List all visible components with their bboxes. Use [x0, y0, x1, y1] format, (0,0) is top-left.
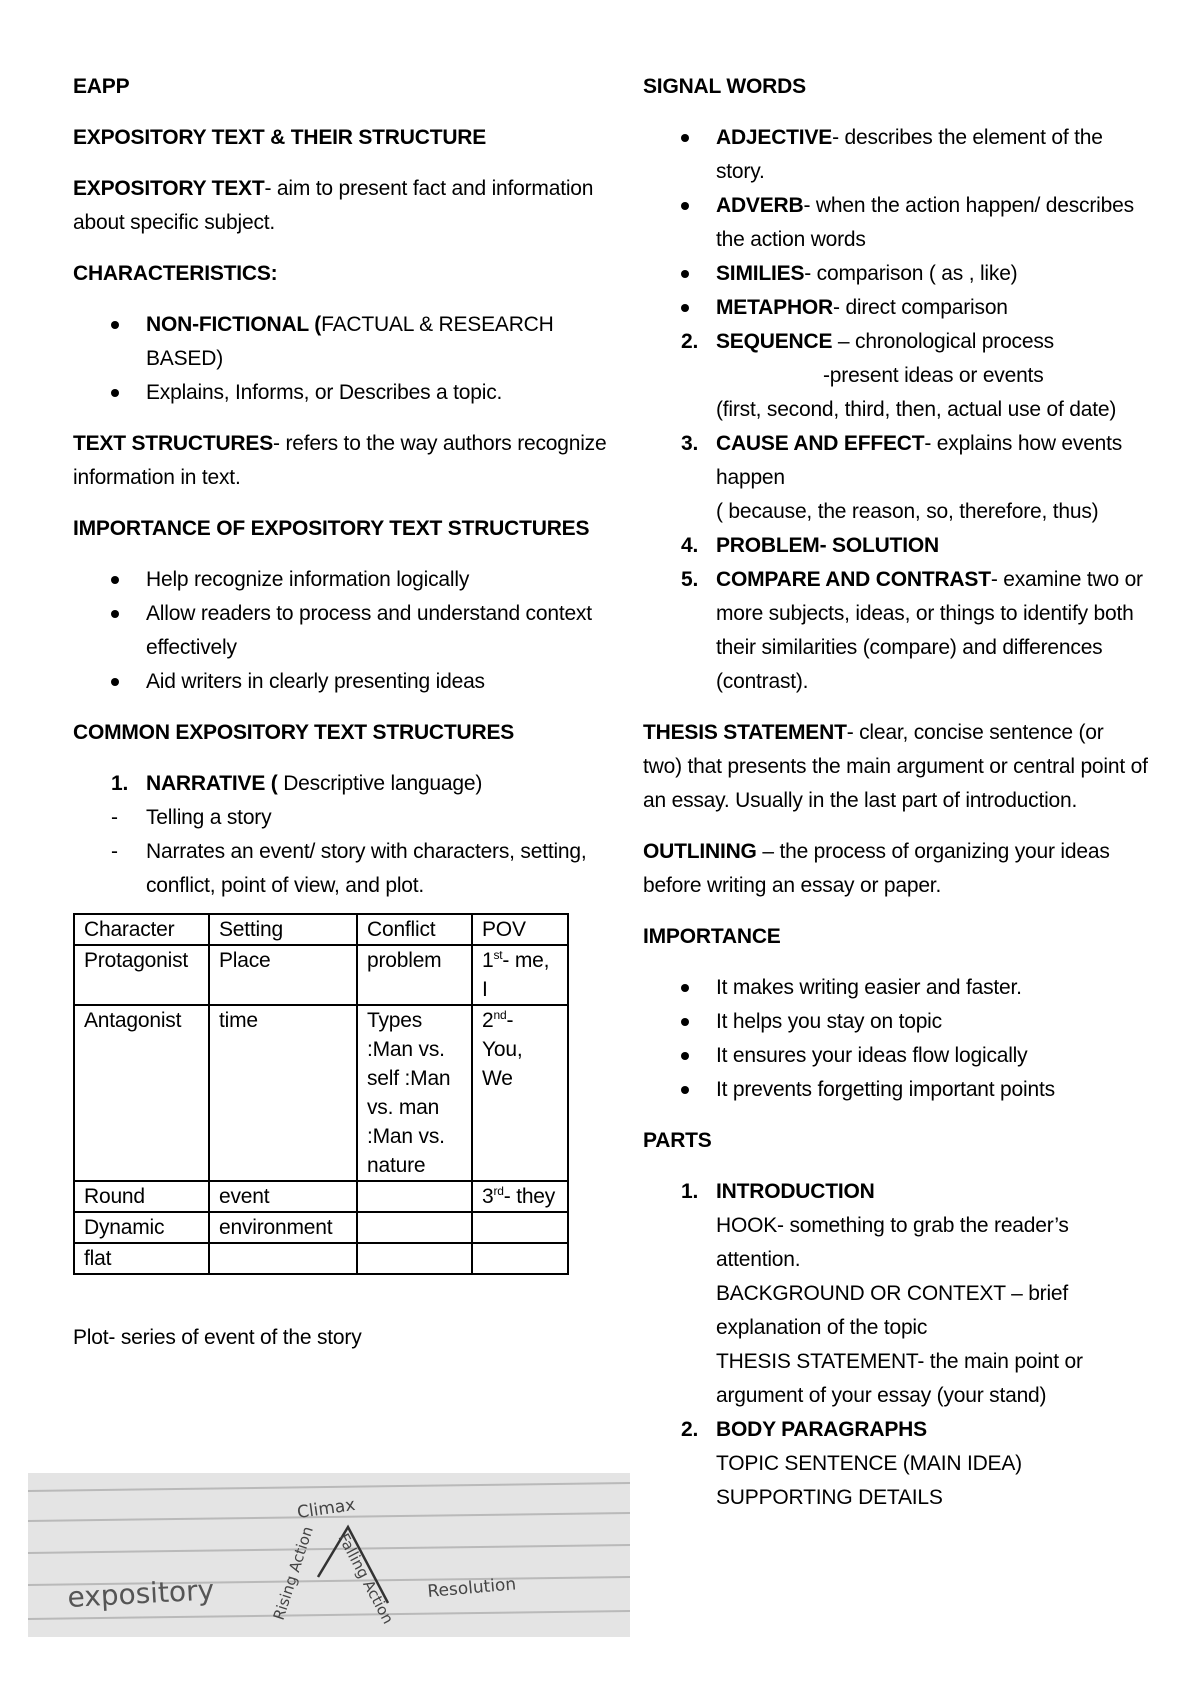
table-cell: problem — [357, 945, 472, 1005]
outlining-text: – the process of organizing your ideas before writing an essay or paper. — [643, 840, 1110, 897]
item-text: - explains how events happen — [716, 432, 1123, 489]
resolution-label: Resolution — [426, 1574, 517, 1602]
item-text: – chronological process — [832, 330, 1054, 353]
list-item — [643, 427, 1148, 529]
list-item — [643, 529, 1148, 563]
item-bold: SEQUENCE — [716, 330, 833, 353]
climax-label: Climax — [295, 1495, 357, 1523]
item-text: FACTUAL & RESEARCH BASED) — [146, 313, 554, 370]
table-cell — [209, 1243, 357, 1274]
pov-suffix: st — [493, 948, 503, 962]
item-text: Descriptive language) — [277, 772, 483, 795]
item-bold: METAPHOR — [716, 296, 834, 319]
table-row — [74, 1005, 568, 1181]
outlining-definition — [643, 835, 1148, 903]
item-bold: BODY PARAGRAPHS — [716, 1418, 927, 1441]
table-row — [74, 1243, 568, 1274]
importance-heading-right: IMPORTANCE — [643, 925, 781, 948]
list-item: It helps you stay on topic — [643, 1005, 1148, 1039]
list-item: Allow readers to process and understand context effectively — [73, 597, 633, 665]
list-item — [73, 767, 633, 801]
table-cell: Types :Man vs. self :Man vs. man :Man vs. nature — [357, 1005, 472, 1181]
list-item: - Narrates an event/ story with characters, setting, conflict, point of view, and plot. — [73, 835, 633, 903]
item-bold: CAUSE AND EFFECT — [716, 432, 925, 455]
table-cell — [357, 1212, 472, 1243]
list-item — [643, 1413, 1148, 1515]
table-cell: event — [209, 1181, 357, 1212]
item-bold: ADVERB — [716, 194, 804, 217]
list-item: It makes writing easier and faster. — [643, 971, 1148, 1005]
table-header-cell: Character — [74, 914, 209, 945]
outlining-importance-list — [643, 971, 1148, 1107]
item-number: 2. — [681, 330, 699, 353]
list-item: It ensures your ideas flow logically — [643, 1039, 1148, 1073]
list-item: Aid writers in clearly presenting ideas — [73, 665, 633, 699]
right-column — [643, 70, 1148, 1515]
characteristics-heading: CHARACTERISTICS: — [73, 262, 278, 285]
item-subline: HOOK- something to grab the reader’s attention. — [716, 1214, 1069, 1271]
item-subline: SUPPORTING DETAILS — [716, 1486, 943, 1509]
item-subline: ( because, the reason, so, therefore, thus) — [716, 500, 1099, 523]
item-bold: INTRODUCTION — [716, 1180, 875, 1203]
table-header-row — [74, 914, 568, 945]
list-item: Help recognize information logically — [73, 563, 633, 597]
table-cell: Antagonist — [74, 1005, 209, 1181]
item-bold: SIMILIES — [716, 262, 805, 285]
outlining-term: OUTLINING — [643, 840, 757, 863]
characteristics-list — [73, 308, 633, 410]
item-text: - direct comparison — [833, 296, 1008, 319]
table-cell: flat — [74, 1243, 209, 1274]
item-text: - when the action happen/ describes the action words — [716, 194, 1134, 251]
definition-text: - aim to present fact and information about specific subject. — [73, 177, 594, 234]
table-row — [74, 1212, 568, 1243]
table-cell: Dynamic — [74, 1212, 209, 1243]
pov-number: 1 — [482, 949, 494, 972]
item-number: 1. — [681, 1180, 699, 1203]
item-bold: NON-FICTIONAL ( — [146, 313, 322, 336]
doc-title: EAPP — [73, 75, 130, 98]
item-subline: BACKGROUND OR CONTEXT – brief explanation of the topic — [716, 1282, 1069, 1339]
table-cell — [472, 1243, 568, 1274]
item-bold: COMPARE AND CONTRAST — [716, 568, 991, 591]
expository-handwriting: expository — [66, 1573, 215, 1614]
item-number: 3. — [681, 432, 699, 455]
pov-text: - they — [503, 1185, 556, 1208]
expository-definition — [73, 172, 633, 240]
thesis-text: - clear, concise sentence (or two) that presents the main argument or central point of an essay. Usually in the last part of introduction. — [643, 721, 1148, 812]
table-header-cell: POV — [472, 914, 568, 945]
plot-diagram-photo — [28, 1473, 630, 1637]
table-cell — [472, 1005, 568, 1181]
signal-words-list — [643, 121, 1148, 325]
item-subline: (first, second, third, then, actual use of date) — [716, 398, 1117, 421]
item-number: 5. — [681, 568, 699, 591]
table-cell — [472, 1212, 568, 1243]
pov-suffix: nd — [493, 1008, 507, 1022]
table-cell: Round — [74, 1181, 209, 1212]
table-cell: Place — [209, 945, 357, 1005]
parts-list — [643, 1175, 1148, 1515]
list-item — [643, 257, 1148, 291]
signal-words-heading: SIGNAL WORDS — [643, 75, 806, 98]
thesis-definition — [643, 716, 1148, 818]
list-item — [643, 291, 1148, 325]
table-cell: Protagonist — [74, 945, 209, 1005]
pov-number: 3 — [482, 1185, 494, 1208]
list-item: It prevents forgetting important points — [643, 1073, 1148, 1107]
item-text: - describes the element of the story. — [716, 126, 1103, 183]
list-item — [643, 563, 1148, 699]
importance-list — [73, 563, 633, 699]
table-cell — [472, 1181, 568, 1212]
text-structures-definition — [73, 427, 633, 495]
table-cell — [357, 1181, 472, 1212]
table-header-cell: Conflict — [357, 914, 472, 945]
left-column — [73, 70, 633, 1372]
narrative-points — [73, 801, 633, 903]
text-structures-term: TEXT STRUCTURES — [73, 432, 274, 455]
item-subline: TOPIC SENTENCE (MAIN IDEA) — [716, 1452, 1022, 1475]
table-cell — [472, 945, 568, 1005]
pov-text: - You, We — [482, 1009, 523, 1090]
item-number: 1. — [111, 772, 129, 795]
item-text: Explains, Informs, or Describes a topic. — [146, 381, 503, 404]
table-cell: environment — [209, 1212, 357, 1243]
list-item — [643, 325, 1148, 427]
table-header-cell: Setting — [209, 914, 357, 945]
table-cell: time — [209, 1005, 357, 1181]
list-item — [643, 189, 1148, 257]
common-structures-heading: COMMON EXPOSITORY TEXT STRUCTURES — [73, 721, 515, 744]
item-text: - examine two or more subjects, ideas, or things to identify both their similarities (compare) and differences (contrast). — [716, 568, 1143, 693]
item-number: 4. — [681, 534, 699, 557]
story-elements-table — [73, 913, 569, 1275]
table-row — [74, 945, 568, 1005]
item-subline: THESIS STATEMENT- the main point or argument of your essay (your stand) — [716, 1350, 1083, 1407]
pov-number: 2 — [482, 1009, 494, 1032]
rising-action-label: Rising Action — [269, 1524, 317, 1623]
item-bold: NARRATIVE ( — [146, 772, 278, 795]
parts-heading: PARTS — [643, 1129, 712, 1152]
importance-heading: IMPORTANCE OF EXPOSITORY TEXT STRUCTURES — [73, 517, 590, 540]
item-bold: PROBLEM- SOLUTION — [716, 534, 939, 557]
list-item — [73, 376, 633, 410]
item-subline: -present ideas or events — [823, 364, 1044, 387]
text-structures-text: - refers to the way authors recognize information in text. — [73, 432, 607, 489]
definition-term: EXPOSITORY TEXT — [73, 177, 265, 200]
falling-action-label: Falling Action — [334, 1530, 398, 1627]
list-item — [643, 1175, 1148, 1413]
table-cell — [357, 1243, 472, 1274]
list-item: - Telling a story — [73, 801, 633, 835]
list-item — [73, 308, 633, 376]
item-bold: ADJECTIVE — [716, 126, 833, 149]
table-row — [74, 1181, 568, 1212]
item-text: - comparison ( as , like) — [804, 262, 1018, 285]
structures-list — [643, 325, 1148, 699]
thesis-term: THESIS STATEMENT — [643, 721, 847, 744]
pov-suffix: rd — [493, 1184, 504, 1198]
doc-subtitle: EXPOSITORY TEXT & THEIR STRUCTURE — [73, 126, 487, 149]
narrative-list — [73, 767, 633, 801]
plot-definition: Plot- series of event of the story — [73, 1326, 362, 1349]
pov-text: - me, I — [482, 949, 550, 1001]
list-item — [643, 121, 1148, 189]
item-number: 2. — [681, 1418, 699, 1441]
